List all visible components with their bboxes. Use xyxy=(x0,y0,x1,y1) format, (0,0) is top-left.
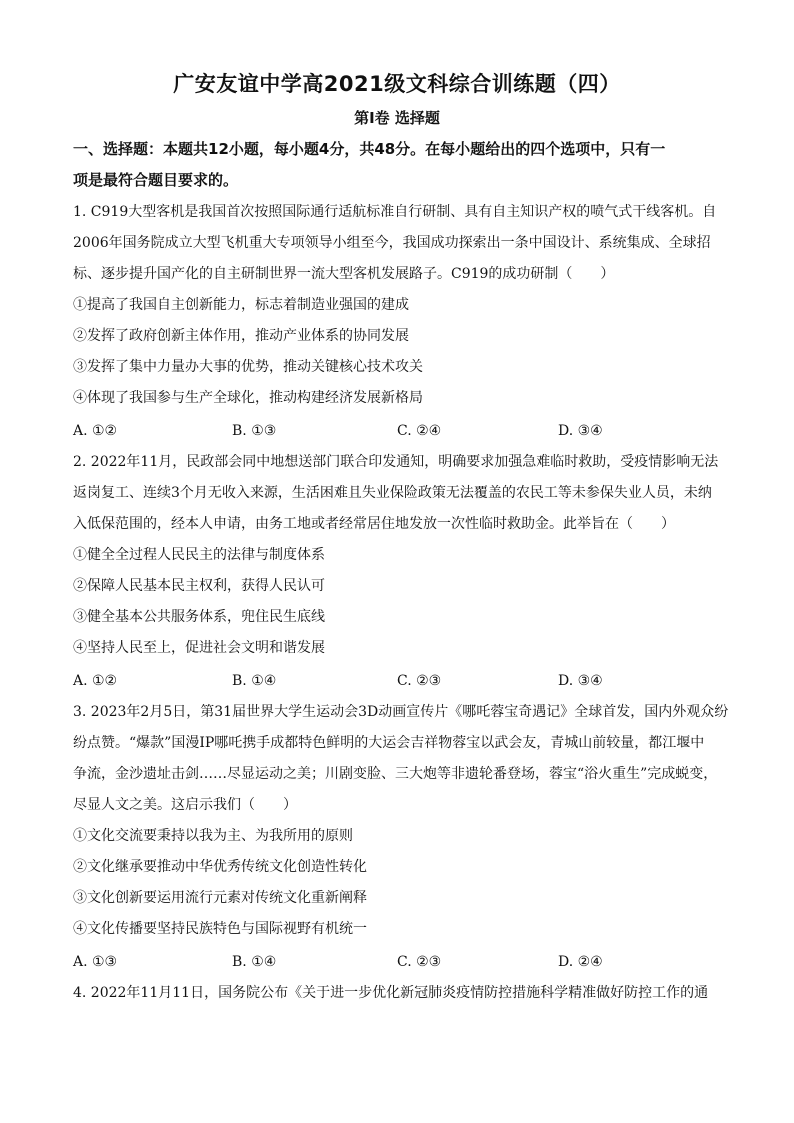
page-title: 广安友谊中学高2021级文科综合训练题（四） xyxy=(173,72,621,96)
instructions-line-2: 项是最符合题目要求的。 xyxy=(73,171,239,189)
question-1-option-b: B. ①③ xyxy=(232,423,277,439)
question-2-text-line: 2. 2022年11月，民政部会同中地想送部门联合印发通知，明确要求加强急难临时救助，受疫情影响无法 xyxy=(73,454,719,470)
question-3-option-d: D. ②④ xyxy=(558,954,603,970)
question-2-statement: ③健全基本公共服务体系，兜住民生底线 xyxy=(73,609,325,625)
question-3-statement: ④文化传播要坚持民族特色与国际视野有机统一 xyxy=(73,921,367,937)
question-2-statement: ①健全全过程人民民主的法律与制度体系 xyxy=(73,547,325,563)
question-1-statement: ①提高了我国自主创新能力，标志着制造业强国的建成 xyxy=(73,297,409,313)
question-1-statement: ④体现了我国参与生产全球化，推动构建经济发展新格局 xyxy=(73,390,423,406)
question-2-option-b: B. ①④ xyxy=(232,673,277,689)
question-3-option-b: B. ①④ xyxy=(232,954,277,970)
question-3-text-line: 争流，金沙遗址击剑……尽显运动之美；川剧变脸、三大炮等非遗轮番登场，蓉宝“浴火重生”完成蜕变， xyxy=(73,766,718,782)
question-1-text-line: 标、逐步提升国产化的自主研制世界一流大型客机发展路子。C919的成功研制（ ） xyxy=(73,266,615,282)
question-3-statement: ②文化继承要推动中华优秀传统文化创造性转化 xyxy=(73,859,367,875)
section-heading: 第Ⅰ卷 选择题 xyxy=(354,109,440,127)
question-2-option-a: A. ①② xyxy=(73,673,118,689)
question-3-text-line: 3. 2023年2月5日，第31届世界大学生运动会3D动画宣传片《哪吒蓉宝奇遇记》全球首发，国内外观众纷 xyxy=(73,704,729,720)
question-3-statement: ①文化交流要秉持以我为主、为我所用的原则 xyxy=(73,828,353,844)
question-1-statement: ②发挥了政府创新主体作用，推动产业体系的协同发展 xyxy=(73,328,409,344)
question-3-text-line: 纷点赞。“爆款”国漫IP哪吒携手成都特色鲜明的大运会吉祥物蓉宝以武会友，青城山前较量，都江堰中 xyxy=(73,735,705,751)
question-2-statement: ④坚持人民至上，促进社会文明和谐发展 xyxy=(73,640,325,656)
question-1-text-line: 2006年国务院成立大型飞机重大专项领导小组至今，我国成功探索出一条中国设计、系统集成、全球招 xyxy=(73,235,711,251)
question-2-option-d: D. ③④ xyxy=(558,673,603,689)
question-2-option-c: C. ②③ xyxy=(397,673,442,689)
question-3-option-c: C. ②③ xyxy=(397,954,442,970)
question-1-option-c: C. ②④ xyxy=(397,423,442,439)
question-3-text-line: 尽显人文之美。这启示我们（ ） xyxy=(73,797,297,813)
question-3-option-a: A. ①③ xyxy=(73,954,118,970)
question-2-text-line: 返岗复工、连续3个月无收入来源，生活困难且失业保险政策无法覆盖的农民工等未参保失业人员，未纳 xyxy=(73,485,712,501)
question-1-statement: ③发挥了集中力量办大事的优势，推动关键核心技术攻关 xyxy=(73,359,423,375)
question-4-text-line: 4. 2022年11月11日，国务院公布《关于进一步优化新冠肺炎疫情防控措施科学精准做好防控工作的通 xyxy=(73,985,709,1001)
question-1-option-a: A. ①② xyxy=(73,423,118,439)
instructions-line-1: 一、选择题：本题共12小题，每小题4分，共48分。在每小题给出的四个选项中，只有一 xyxy=(73,140,666,158)
question-2-statement: ②保障人民基本民主权利，获得人民认可 xyxy=(73,578,325,594)
question-1-text-line: 1. C919大型客机是我国首次按照国际通行适航标准自行研制、具有自主知识产权的喷气式干线客机。自 xyxy=(73,204,717,220)
question-2-text-line: 入低保范围的，经本人申请，由务工地或者经常居住地发放一次性临时救助金。此举旨在（ ） xyxy=(73,516,675,532)
question-3-statement: ③文化创新要运用流行元素对传统文化重新阐释 xyxy=(73,890,367,906)
question-1-option-d: D. ③④ xyxy=(558,423,603,439)
